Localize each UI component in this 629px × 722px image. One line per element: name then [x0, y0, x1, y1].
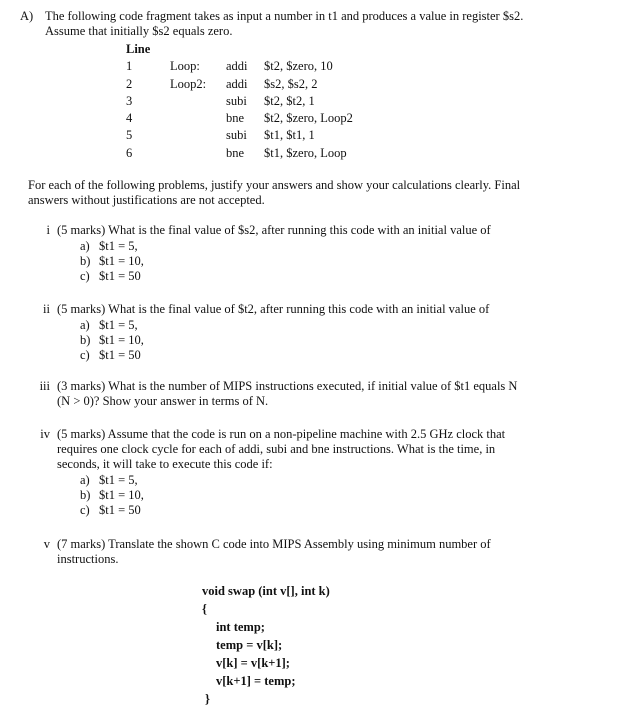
c-code-line: temp = v[k];	[216, 638, 283, 652]
question-text: (5 marks) What is the final value of $s2, after running this code with an initial value of	[57, 223, 491, 237]
line-number: 6	[126, 145, 133, 160]
code-operands: $t2, $t2, 1	[264, 93, 315, 108]
code-operands: $t1, $t1, 1	[264, 128, 315, 143]
code-row	[126, 110, 353, 127]
option: a) $t1 = 5,	[80, 239, 138, 253]
c-code-line: v[k+1] = temp;	[216, 674, 296, 688]
question-number: i	[46, 223, 50, 237]
option: b) $t1 = 10,	[80, 488, 144, 502]
code-row	[126, 127, 353, 144]
code-label	[170, 93, 226, 110]
code-operands: $s2, $s2, 2	[264, 76, 318, 91]
option: c) $t1 = 50	[80, 348, 141, 362]
question-number: iii	[39, 379, 50, 393]
question-text-line-2: requires one clock cycle for each of addi, subi and bne instructions. What is the time, in	[57, 442, 496, 456]
line-number: 3	[126, 93, 133, 108]
code-row	[126, 93, 353, 110]
option: c) $t1 = 50	[80, 269, 141, 283]
line-number: 5	[126, 128, 133, 143]
code-label	[170, 127, 226, 144]
code-opcode: addi	[226, 59, 248, 74]
question-text-line-1: (3 marks) What is the number of MIPS instructions executed, if initial value of $t1 equals N	[57, 379, 518, 393]
question-text-line-2: (N > 0)? Show your answer in terms of N.	[57, 394, 269, 408]
code-row	[126, 58, 353, 75]
line-number: 1	[126, 59, 133, 74]
option: b) $t1 = 10,	[80, 333, 144, 347]
c-code-close-brace: }	[205, 692, 210, 706]
line-column-heading: Line	[126, 42, 151, 56]
instructions-line-1: For each of the following problems, justify your answers and show your calculations clearly. Final	[28, 178, 521, 192]
code-label: Loop2:	[170, 76, 207, 91]
line-number: 2	[126, 76, 133, 91]
option: b) $t1 = 10,	[80, 254, 144, 268]
question-text-line-3: seconds, it will take to execute this code if:	[57, 457, 273, 471]
c-code-signature: void swap (int v[], int k)	[202, 584, 330, 598]
code-label	[170, 145, 226, 162]
code-operands: $t2, $zero, Loop2	[264, 111, 353, 126]
question-text-line-1: (7 marks) Translate the shown C code into MIPS Assembly using minimum number of	[57, 537, 491, 551]
instructions-line-2: answers without justifications are not accepted.	[28, 193, 265, 207]
problem-statement-line-1: The following code fragment takes as input a number in t1 and produces a value in register $s2.	[45, 9, 524, 23]
code-operands: $t1, $zero, Loop	[264, 145, 347, 160]
question-text-line-2: instructions.	[57, 552, 119, 566]
question-text-line-1: (5 marks) Assume that the code is run on a non-pipeline machine with 2.5 GHz clock that	[57, 427, 506, 441]
code-opcode: bne	[226, 145, 245, 160]
c-code-open-brace: {	[202, 602, 207, 616]
problem-statement-line-2: Assume that initially $s2 equals zero.	[45, 24, 233, 38]
c-code-line: int temp;	[216, 620, 265, 634]
question-number: ii	[43, 302, 50, 316]
code-label: Loop:	[170, 59, 200, 74]
code-operands: $t2, $zero, 10	[264, 59, 333, 74]
question-number: v	[43, 537, 50, 551]
code-opcode: subi	[226, 93, 247, 108]
code-opcode: subi	[226, 128, 247, 143]
code-opcode: bne	[226, 111, 245, 126]
c-code-line: v[k] = v[k+1];	[216, 656, 290, 670]
option: c) $t1 = 50	[80, 503, 141, 517]
code-row	[126, 76, 353, 93]
line-number: 4	[126, 111, 133, 126]
code-row	[126, 145, 353, 162]
code-label	[170, 110, 226, 127]
option: a) $t1 = 5,	[80, 318, 138, 332]
code-opcode: addi	[226, 76, 248, 91]
option: a) $t1 = 5,	[80, 473, 138, 487]
mips-code-listing	[126, 41, 353, 162]
question-text: (5 marks) What is the final value of $t2, after running this code with an initial value of	[57, 302, 490, 316]
problem-label: A)	[20, 9, 34, 23]
question-number: iv	[40, 427, 50, 441]
